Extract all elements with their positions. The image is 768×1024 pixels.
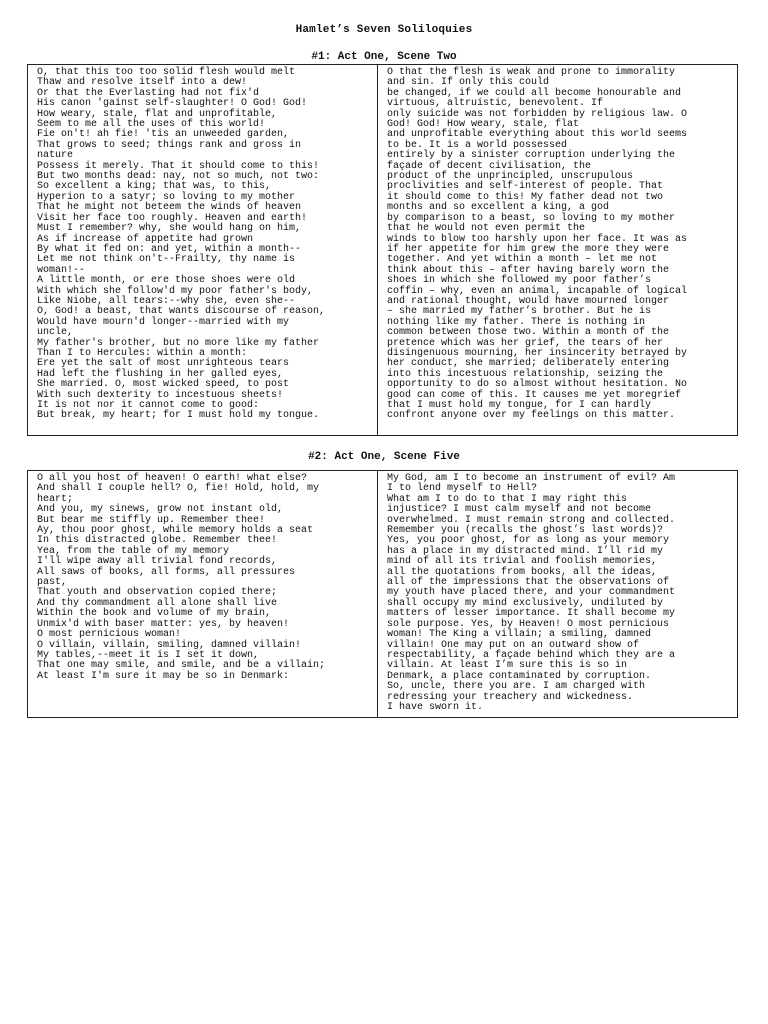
- text-line: think about this – after having barely worn the: [387, 264, 670, 276]
- text-line: opportunity to do so almost without hesitation. No: [387, 379, 688, 391]
- text-line: Denmark, a place contaminated by corruption.: [387, 670, 652, 682]
- text-line: if her appetite for him grew the more they were: [387, 243, 670, 255]
- text-line: What am I to do to that I may right this: [387, 493, 628, 505]
- text-line: shoes in which she followed my poor father’s: [387, 275, 652, 287]
- text-line: by comparison to a beast, so loving to my mother: [387, 212, 676, 224]
- text-line: Ere yet the salt of most unrighteous tears: [37, 358, 290, 370]
- text-line: And thy commandment all alone shall live: [37, 597, 278, 609]
- text-line: nature: [37, 150, 74, 162]
- text-line: sole purpose. Yes, by Heaven! O most pernicious: [387, 618, 670, 630]
- text-line: mind of all its trivial and foolish memories,: [387, 556, 658, 568]
- text-line: and rational thought, would have mourned longer: [387, 295, 670, 307]
- text-line: So, uncle, there you are. I am charged with: [387, 681, 646, 693]
- text-line: My God, am I to become an instrument of evil? Am: [387, 473, 676, 484]
- text-line: to be. It is a world possessed: [387, 139, 568, 151]
- text-line: proclivities and self-interest of people. That: [387, 181, 664, 193]
- text-line: Fie on't! ah fie! 'tis an unweeded garden,: [37, 129, 290, 141]
- text-line: façade of decent civilisation, the: [387, 160, 592, 172]
- text-line: together. And yet within a month – let me not: [387, 254, 658, 266]
- text-line: That grows to seed; things rank and gross in: [37, 139, 302, 151]
- text-line: has a place in my distracted mind. I’ll rid my: [387, 545, 664, 557]
- text-line: winds to blow too harshly upon her face. It was as: [387, 233, 688, 245]
- text-line: Must I remember? why, she would hang on him,: [37, 223, 302, 235]
- text-line: A little month, or ere those shoes were old: [37, 275, 296, 287]
- text-line: Within the book and volume of my brain,: [37, 608, 272, 620]
- text-line: Seem to me all the uses of this world!: [37, 119, 266, 131]
- text-line: O villain, villain, smiling, damned villain!: [37, 639, 302, 651]
- text-line: O most pernicious woman!: [37, 629, 182, 641]
- text-line: uncle,: [37, 327, 74, 339]
- modern-text-cell: [378, 471, 737, 717]
- original-text-cell: [28, 471, 378, 717]
- text-line: My tables,--meet it is I set it down,: [37, 649, 260, 661]
- text-line: be changed, if we could all become honourable and: [387, 87, 682, 99]
- text-line: O, God! a beast, that wants discourse of reason,: [37, 306, 326, 318]
- text-line: In this distracted globe. Remember thee!: [37, 535, 278, 547]
- text-line: past,: [37, 577, 68, 589]
- section-heading: #1: Act One, Scene Two: [311, 51, 457, 63]
- text-line: That youth and observation copied there;: [37, 587, 278, 599]
- text-line: Remember you (recalls the ghost’s last words)?: [387, 525, 664, 537]
- text-line: Hyperion to a satyr; so loving to my mother: [37, 191, 296, 203]
- text-line: common between those two. Within a month of the: [387, 327, 670, 339]
- text-line: Than I to Hercules: within a month:: [37, 347, 248, 359]
- text-line: product of the unprincipled, unscrupulous: [387, 171, 634, 183]
- text-line: – she married my father’s brother. But he is: [387, 306, 652, 318]
- soliloquy-table: [27, 64, 738, 436]
- text-line: All saws of books, all forms, all pressures: [37, 566, 296, 578]
- text-line: disingenuous mourning, her insincerity betrayed by: [387, 347, 688, 359]
- text-line: shall occupy my mind exclusively, undiluted by: [387, 597, 664, 609]
- text-line: Let me not think on't--Frailty, thy name is: [37, 254, 296, 266]
- modern-text-cell: [378, 65, 737, 435]
- text-line: and sin. If only this could: [387, 77, 550, 89]
- text-line: entirely by a sinister corruption underlying the: [387, 150, 676, 162]
- text-line: nothing like my father. There is nothing in: [387, 316, 646, 328]
- text-line: She married. O, most wicked speed, to post: [37, 379, 290, 391]
- text-line: Or that the Everlasting had not fix'd: [37, 87, 260, 99]
- text-line: villain. At least I’m sure this is so in: [387, 660, 628, 672]
- text-line: my youth have placed there, and your commandment: [387, 587, 676, 599]
- text-line: confront anyone over my feelings on this matter.: [387, 410, 676, 422]
- text-line: Unmix'd with baser matter: yes, by heaven!: [37, 618, 290, 630]
- text-line: But bear me stiffly up. Remember thee!: [37, 514, 266, 526]
- text-line: woman! The King a villain; a smiling, damned: [387, 629, 652, 641]
- text-line: With which she follow'd my poor father's body,: [37, 285, 314, 297]
- text-line: woman!--: [37, 264, 86, 276]
- text-line: O all you host of heaven! O earth! what else?: [37, 473, 308, 484]
- text-line: Had left the flushing in her galled eyes,: [37, 368, 284, 380]
- text-line: heart;: [37, 493, 74, 505]
- text-line: Yea, from the table of my memory: [37, 545, 230, 557]
- text-line: But break, my heart; for I must hold my tongue.: [37, 410, 320, 422]
- text-line: Yes, you poor ghost, for as long as your memory: [387, 535, 670, 547]
- text-line: Possess it merely. That it should come to this!: [37, 160, 320, 172]
- text-line: God! God! How weary, stale, flat: [387, 119, 580, 131]
- text-line: it should come to this! My father dead not two: [387, 191, 664, 203]
- text-line: I have sworn it.: [387, 701, 484, 713]
- text-line: Ay, thou poor ghost, while memory holds a seat: [37, 525, 314, 537]
- text-line: into this incestuous relationship, seizing the: [387, 368, 664, 380]
- text-line: By what it fed on: and yet, within a month--: [37, 243, 302, 255]
- text-line: months and so excellent a king, a god: [387, 202, 610, 214]
- text-line: His canon 'gainst self-slaughter! O God! God!: [37, 98, 308, 110]
- text-line: redressing your treachery and wickedness.: [387, 691, 634, 703]
- text-line: How weary, stale, flat and unprofitable,: [37, 108, 278, 120]
- text-line: good can come of this. It causes me yet moregrief: [387, 389, 682, 401]
- text-line: But two months dead: nay, not so much, not two:: [37, 171, 320, 183]
- text-line: It is not nor it cannot come to good:: [37, 400, 260, 411]
- soliloquy-table: [27, 470, 738, 718]
- text-line: That one may smile, and smile, and be a villain;: [37, 660, 326, 672]
- original-text-cell: [28, 65, 378, 435]
- text-line: coffin – why, even an animal, incapable of logical: [387, 285, 688, 297]
- text-line: Visit her face too roughly. Heaven and earth!: [37, 212, 308, 224]
- text-line: Like Niobe, all tears:--why she, even she--: [37, 295, 296, 307]
- text-line: So excellent a king; that was, to this,: [37, 181, 272, 193]
- text-line: injustice? I must calm myself and not become: [387, 504, 652, 516]
- text-line: At least I'm sure it may be so in Denmark:: [37, 670, 290, 682]
- text-line: And you, my sinews, grow not instant old,: [37, 504, 284, 516]
- text-line: that he would not even permit the: [387, 223, 586, 235]
- text-line: her conduct, she married; deliberately entering: [387, 358, 670, 370]
- text-line: respectability, a façade behind which they are a: [387, 649, 676, 661]
- text-line: I to lend myself to Hell?: [387, 483, 538, 495]
- text-line: and unprofitable everything about this world seems: [387, 129, 688, 141]
- text-line: pretence which was her grief, the tears of her: [387, 337, 664, 349]
- text-line: As if increase of appetite had grown: [37, 233, 254, 245]
- text-line: And shall I couple hell? O, fie! Hold, hold, my: [37, 483, 320, 495]
- text-line: virtuous, altruistic, benevolent. If: [387, 98, 604, 110]
- text-line: villain! One may put on an outward show of: [387, 639, 640, 651]
- text-line: Thaw and resolve itself into a dew!: [37, 77, 248, 89]
- text-line: Would have mourn'd longer--married with my: [37, 316, 290, 328]
- text-line: that I must hold my tongue, for I can hardly: [387, 400, 652, 411]
- text-line: all of the impressions that the observations of: [387, 577, 670, 589]
- text-line: I'll wipe away all trivial fond records,: [37, 556, 278, 568]
- document-title: Hamlet’s Seven Soliloquies: [295, 24, 473, 36]
- text-line: My father's brother, but no more like my father: [37, 337, 320, 349]
- text-line: all the quotations from books, all the ideas,: [387, 566, 658, 578]
- text-line: O, that this too too solid flesh would melt: [37, 67, 296, 78]
- section-heading: #2: Act One, Scene Five: [308, 451, 460, 463]
- text-line: overwhelmed. I must remain strong and collected.: [387, 514, 676, 526]
- text-line: only suicide was not forbidden by religious law. O: [387, 108, 688, 120]
- text-line: O that the flesh is weak and prone to immorality: [387, 67, 676, 78]
- text-line: With such dexterity to incestuous sheets!: [37, 389, 284, 401]
- text-line: That he might not beteem the winds of heaven: [37, 202, 302, 214]
- text-line: matters of lesser importance. It shall become my: [387, 608, 676, 620]
